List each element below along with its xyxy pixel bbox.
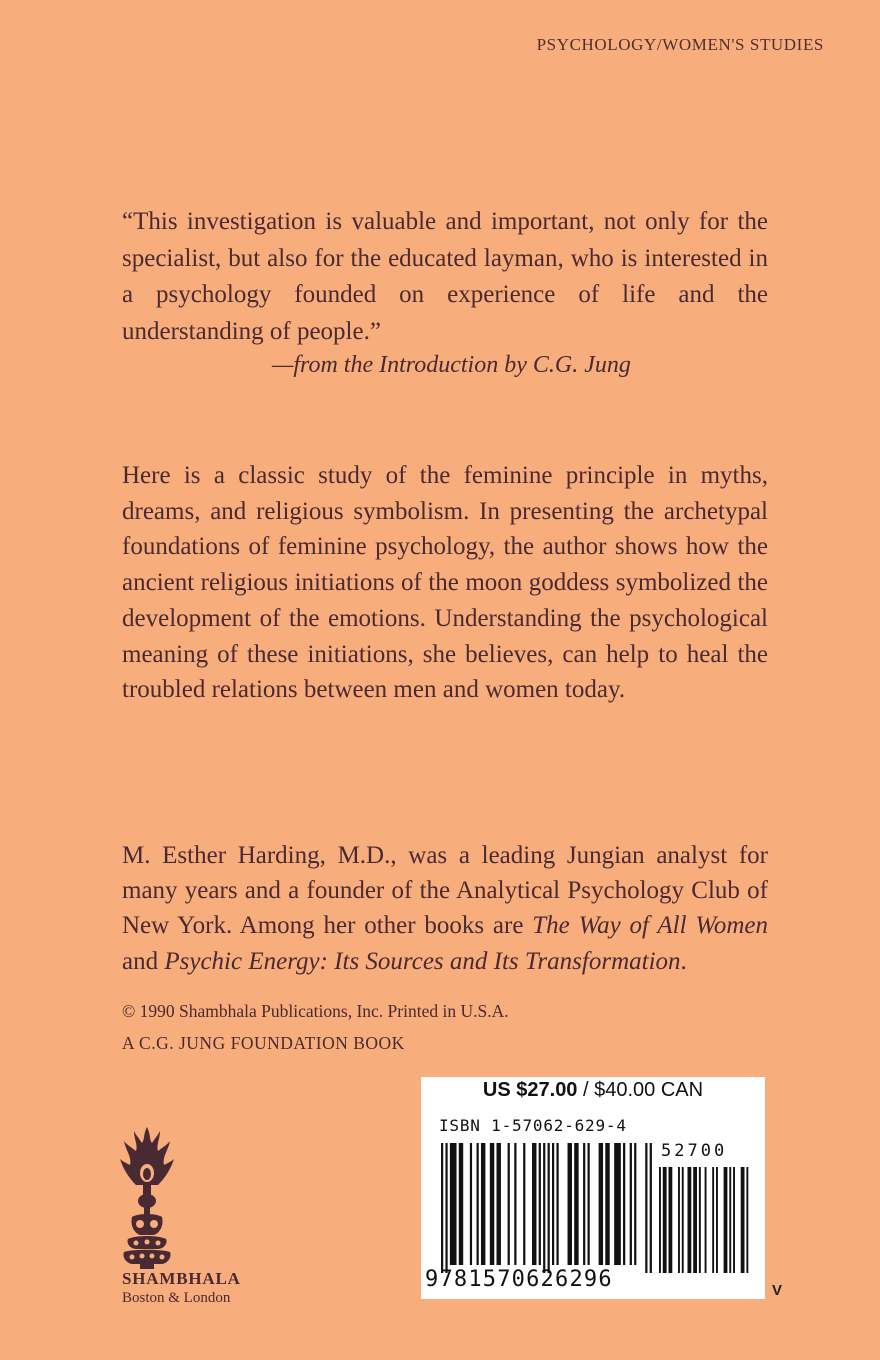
barcode-bar xyxy=(441,1143,443,1273)
book-description: Here is a classic study of the feminine principle in myths, dreams, and religious symbolism. In presenting the archetypal foundations of feminine psychology, the author shows how the ancient religious initiations of the moon goddess symbolized the development of the emotions. Understanding the psychological meaning of these initiations, she believes, can help to heal the troubled relations between men and women today. xyxy=(122,462,768,704)
barcode-bar xyxy=(630,1143,632,1265)
addon-bar xyxy=(688,1167,692,1273)
bio-book-title-2: Psychic Energy: Its Sources and Its Transformation xyxy=(164,947,681,975)
bio-book-title-1: The Way of All Women xyxy=(532,912,769,940)
addon-bar xyxy=(682,1167,684,1273)
barcode-bar xyxy=(543,1143,545,1273)
barcode-bar xyxy=(634,1143,636,1265)
barcode-bar xyxy=(477,1143,479,1265)
introduction-quote: “This investigation is valuable and important, not only for the specialist, but also for the educated layman, who is interested in a psychology founded on experience of life and the understanding of people.” xyxy=(122,208,768,345)
barcode-bar xyxy=(650,1143,652,1273)
copyright-notice: © 1990 Shambhala Publications, Inc. Printed in U.S.A. xyxy=(122,1001,509,1021)
bio-intro: M. Esther Harding, M.D., was a leading Jungian analyst for many years and a founder of the Analytical Psychology Club of New York. Among her other books are xyxy=(122,842,768,940)
price-separator: / xyxy=(577,1079,595,1101)
price-us: US $27.00 xyxy=(482,1079,578,1101)
price-can: $40.00 CAN xyxy=(594,1079,704,1101)
isbn-number: ISBN 1-57062-629-4 xyxy=(439,1116,627,1135)
barcode-bar xyxy=(523,1143,525,1265)
barcode-bar xyxy=(490,1143,494,1265)
barcode-bar xyxy=(445,1143,447,1273)
bio-and: and xyxy=(122,947,165,975)
addon-bar xyxy=(659,1167,661,1273)
barcode-bar xyxy=(539,1143,541,1265)
barcode-bar xyxy=(459,1143,463,1265)
barcode-bar xyxy=(614,1143,621,1265)
variant-mark: V xyxy=(772,1282,783,1299)
addon-bar xyxy=(733,1167,735,1273)
addon-bar xyxy=(699,1167,701,1273)
publisher-name: SHAMBHALA xyxy=(122,1269,241,1288)
addon-bar xyxy=(746,1167,748,1273)
barcode-bar xyxy=(583,1143,585,1265)
addon-bar xyxy=(705,1167,707,1273)
foundation-line: A C.G. JUNG FOUNDATION BOOK xyxy=(122,1033,405,1053)
addon-bar xyxy=(729,1167,731,1273)
barcode-bar xyxy=(574,1143,578,1265)
barcode-bar xyxy=(470,1143,472,1265)
addon-bar xyxy=(716,1167,718,1273)
addon-bar xyxy=(724,1167,728,1273)
barcode-bar xyxy=(599,1143,603,1265)
quote-attribution: —from the Introduction by C.G. Jung xyxy=(272,352,631,378)
barcode-bar xyxy=(514,1143,516,1265)
addon-bar xyxy=(693,1167,697,1273)
ean-digits: 9781570626296 xyxy=(425,1267,613,1292)
barcode-bar xyxy=(623,1143,625,1265)
barcode-bar xyxy=(508,1143,510,1265)
barcode-bar xyxy=(481,1143,485,1265)
barcode-block xyxy=(421,1077,765,1299)
addon-bar xyxy=(741,1167,745,1273)
bio-end: . xyxy=(680,947,687,975)
addon-bar xyxy=(669,1167,673,1273)
vajra-flame-logo-icon xyxy=(118,1125,176,1270)
barcode-bar xyxy=(552,1143,554,1265)
barcode-bar xyxy=(605,1143,609,1265)
barcode-bar xyxy=(568,1143,572,1265)
ean-barcode xyxy=(421,1077,765,1299)
barcode-bar xyxy=(450,1143,457,1265)
price-code: 52700 xyxy=(661,1141,728,1161)
barcode-bar xyxy=(645,1143,647,1273)
barcode-bar xyxy=(532,1143,536,1265)
addon-bar xyxy=(663,1167,667,1273)
barcode-bar xyxy=(497,1143,501,1265)
addon-bar xyxy=(678,1167,680,1273)
category-label: PSYCHOLOGY/WOMEN'S STUDIES xyxy=(536,35,824,54)
publisher-location: Boston & London xyxy=(122,1290,231,1306)
barcode-bar xyxy=(556,1143,558,1265)
barcode-bar xyxy=(588,1143,590,1265)
author-bio xyxy=(122,838,768,979)
addon-bar xyxy=(712,1167,714,1273)
barcode-bar xyxy=(548,1143,550,1273)
